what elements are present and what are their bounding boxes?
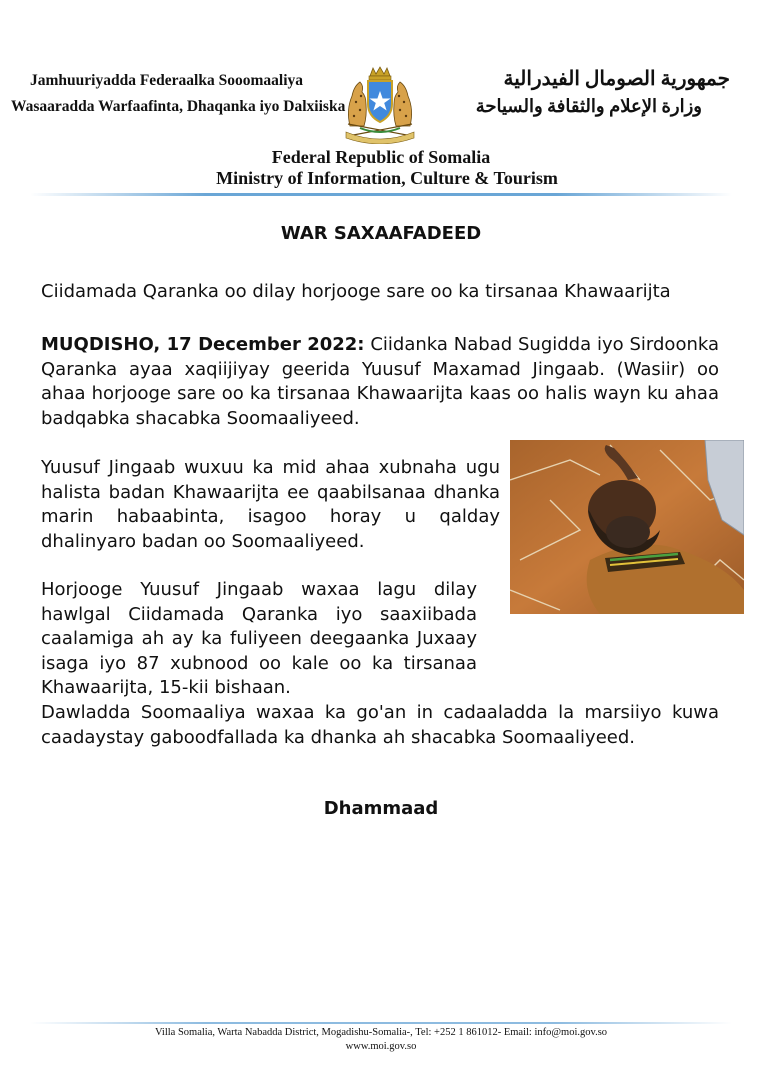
dateline: MUQDISHO, 17 December 2022:: [41, 334, 365, 355]
news-photo: [510, 440, 744, 614]
paragraph-2: Yuusuf Jingaab wuxuu ka mid ahaa xubnaha ugu halista badan Khawaarijta ee qaabilsanaa dhanka marin habaabinta, isagoo horay u qalday dhalinyaro badan oo Soomaaliyeed.: [41, 457, 500, 552]
paragraph-4: Dawladda Soomaaliya waxaa ka go'an in cadaaladda la marsiiyo kuwa caadaystay gaboodfallada ka dhanka ah shacabka Soomaaliyeed.: [41, 702, 719, 748]
somalia-coat-of-arms-icon: [340, 66, 420, 144]
paragraph-1-text: Ciidanka Nabad Sugidda iyo Sirdoonka Qaranka ayaa xaqiijiyay geerida Yuusuf Maxamad Jingaab. (Wasiir) oo ahaa horjooge sare oo ka tirsanaa Khawaarijta kaas oo halis wayn ku ahaa badqabka shacabka Soomaaliyeed.: [41, 334, 720, 429]
header-arabic-line2: وزارة الإعلام والثقافة والسياحة: [475, 96, 702, 116]
header-english-line2: Ministry of Information, Culture & Tourism: [216, 168, 558, 188]
paragraph-1: [41, 333, 719, 431]
header-arabic-line1: جمهورية الصومال الفيدرالية: [503, 68, 730, 90]
paragraph-3-text: Horjooge Yuusuf Jingaab waxaa lagu dilay hawlgal Ciidamada Qaranka iyo saaxiibada caalamiga ah ay ka fuliyeen deegaanka Juxaay isaga iyo 87 xubnood oo kale oo ka tirsanaa Khawaarijta, 15-kii bishaan.: [41, 579, 477, 698]
footer-divider: [30, 1022, 732, 1024]
document-title: WAR SAXAAFADEED: [280, 223, 482, 244]
header-divider: [30, 193, 732, 196]
header-english-line1: Federal Republic of Somalia: [271, 147, 491, 167]
closing-text: Dhammaad: [323, 798, 439, 819]
header-somali-line2: Wasaaradda Warfaafinta, Dhaqanka iyo Dalxiiska: [11, 98, 346, 115]
footer-address: Villa Somalia, Warta Nabadda District, Mogadishu-Somalia-, Tel: +252 1 861012- Email: info@moi.gov.so: [154, 1027, 608, 1038]
footer-website-link[interactable]: www.moi.gov.so: [345, 1041, 417, 1052]
document-subtitle: Ciidamada Qaranka oo dilay horjooge sare oo ka tirsanaa Khawaarijta: [41, 281, 671, 302]
header-somali-line1: Jamhuuriyadda Federaalka Sooomaaliya: [30, 72, 303, 89]
